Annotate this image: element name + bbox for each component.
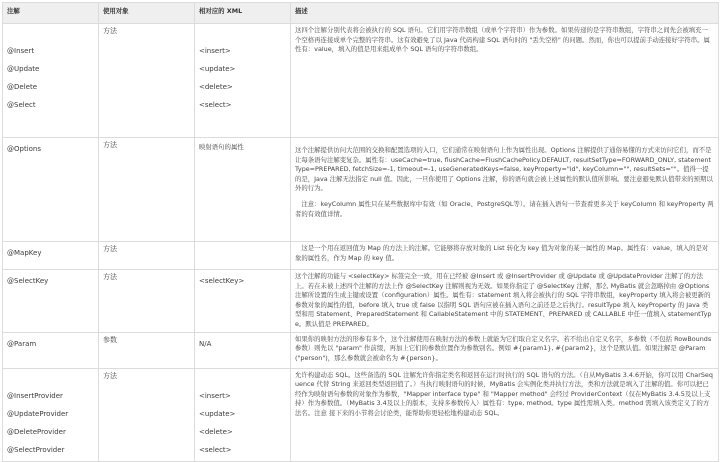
description-cell: [291, 138, 719, 242]
xml-tag: <insert>: [199, 391, 231, 400]
xml-tag: <select>: [199, 445, 232, 454]
annotation-name: @DeleteProvider: [7, 427, 66, 436]
annotation-name: @Param: [7, 339, 37, 348]
header-target: 使用对象: [99, 3, 195, 24]
annotation-name: @Delete: [7, 83, 37, 91]
description-text: 如果你的映射方法的形参有多个，这个注解使用在映射方法的参数上就能为它们取自定义名字。若不给出自定义名字，多参数（不包括 RowBounds 参数）则先以 "param" 作前缀，再加上它们的参数位置作为参数别名。例如 #{param1}, #{param2}，这个是默认值。如果注解是 @Param("person")，那么参数就会被命名为 #{person}。: [295, 334, 712, 362]
annotation-table: [2, 2, 719, 462]
annotation-cell: [3, 270, 99, 333]
target-cell: 参数: [99, 332, 195, 368]
table-row: [3, 138, 719, 242]
table-row: [3, 242, 719, 270]
annotation-name: @MapKey: [7, 249, 42, 257]
description-cell: [291, 24, 719, 138]
description-text: 这是一个用在返回值为 Map 的方法上的注解。它能够将存放对象的 List 转化为 key 值为对象的某一属性的 Map。属性有：value，填入的是对象的属性名，作为 Map 的 key 值。: [295, 244, 709, 262]
xml-tag: <selectKey>: [199, 277, 245, 285]
target-cell: 方法: [99, 368, 195, 461]
annotation-name: @UpdateProvider: [7, 409, 69, 418]
table-row: [3, 24, 719, 138]
annotation-name: @Select: [7, 101, 36, 109]
annotation-name: @Update: [7, 65, 40, 73]
xml-tag: <delete>: [199, 83, 233, 91]
annotation-name: @SelectProvider: [7, 445, 65, 454]
xml-cell: [195, 270, 291, 333]
description-text: 这四个注解分别代表将会被执行的 SQL 语句。它们用字符串数组（或单个字符串）作为参数。如果传递的是字符串数组，字符串之间先会被填充一个空格再连接成单个完整的字符串。这有效避免了以 Java 代码构建 SQL 语句时的 "丢失空格" 的问题。然而，你也可以提前手动连接好字符串。属性有：value，填入的值是用来组成单个 SQL 语句的字符串数组。: [295, 26, 710, 54]
annotation-cell: [3, 368, 99, 461]
xml-tag: 映射语句的属性: [199, 143, 244, 151]
xml-cell: [195, 138, 291, 242]
target-cell: 方法: [99, 24, 195, 138]
target-cell: 方法: [99, 138, 195, 242]
table-row: [3, 368, 719, 461]
description-text: 这个注解的功能与 <selectKey> 标签完全一致，用在已经被 @Insert 或 @InsertProvider 或 @Update 或 @UpdateProvider 注解了的方法上。若在未被上述四个注解的方法上作 @SelectKey 注解则视为无效。如果你指定了 @SelectKey 注解，那么 MyBatis 就会忽略掉由 @Options 注解所设置的生成主键或设置（configuration）属性。属性有：statement 填入将会被执行的 SQL 字符串数组，keyProperty 填入将会被更新的参数对象的属性的值，before 填入 true 或 false 以指明 SQL 语句应被在插入语句之前还是之后执行。resultType 填入 keyProperty 的 Java 类型和用 Statement、PreparedStatement 和 CallableStatement 中的 STATEMENT、PREPARED 或 CALLABLE 中任一值填入 statementType。默认值是 PREPARED。: [295, 272, 712, 328]
annotation-cell: [3, 138, 99, 242]
table-row: [3, 332, 719, 368]
annotation-cell: [3, 242, 99, 270]
target-cell: 方法: [99, 242, 195, 270]
xml-cell: [195, 368, 291, 461]
description-note: 注意：keyColumn 属性只在某些数据库中有效（如 Oracle、PostgreSQL等）。请在插入语句一节查看更多关于 keyColumn 和 keyProperty 两者的有效值详情。: [295, 199, 714, 218]
annotation-name: @Insert: [7, 47, 35, 55]
description-text: 这个注解提供访问大范围的交换和配置选项的入口，它们通常在映射语句上作为属性出现。Options 注解提供了通俗易懂的方式来访问它们，而不是让每条语句注解变复杂。属性有：useCache=true, flushCache=FlushCachePolicy.DEFAULT, resultSetType=FORWARD_ONLY, statementType=PREPARED, fetchSize=-1, timeout=-1, useGeneratedKeys=false, keyProperty="id", keyColumn="", resultSets=""。值得一提的是，Java 注解无法指定 null 值。因此，一旦你使用了 Options 注解，你的语句就会被上述属性的默认值所影响。要注意避免默认值带来的预期以外的行为。: [295, 146, 713, 193]
xml-tag: <delete>: [199, 427, 233, 436]
header-description: 描述: [291, 3, 719, 24]
annotation-name: @Options: [7, 145, 42, 153]
annotation-name: @InsertProvider: [7, 391, 63, 400]
header-row: [3, 3, 719, 24]
xml-tag: <update>: [199, 65, 236, 73]
annotation-cell: [3, 332, 99, 368]
target-cell: 方法: [99, 270, 195, 333]
xml-tag: <insert>: [199, 47, 231, 55]
xml-tag: <update>: [199, 409, 236, 418]
xml-tag: N/A: [199, 339, 212, 348]
description-cell: [291, 332, 719, 368]
table-row: [3, 270, 719, 333]
xml-cell: [195, 242, 291, 270]
description-cell: [291, 270, 719, 333]
description-cell: [291, 368, 719, 461]
header-annotation: 注解: [3, 3, 99, 24]
annotation-name: @SelectKey: [7, 277, 49, 285]
header-xml: 相对应的 XML: [195, 3, 291, 24]
description-cell: [291, 242, 719, 270]
xml-cell: [195, 24, 291, 138]
xml-cell: [195, 332, 291, 368]
description-text: 允许构建动态 SQL。这些备选的 SQL 注解允许你指定类名和返回在运行时执行的 SQL 语句的方法。（自从MyBatis 3.4.6开始，你可以用 CharSequence 代替 String 来返回类型返回值了。）当执行映射语句的时候，MyBatis 会实例化类并执行方法，类和方法就是填入了注解的值。你可以把已经作为映射语句参数的对象作为参数，"Mapper interface type" 和 "Mapper method" 会经过 ProviderContext（仅在MyBatis 3.4.5及以上支持）作为参数值。（MyBatis 3.4及以上的版本，支持多参数传入）属性有：type, method。type 属性需填入类。method 需填入该类定义了的方法名。注意 接下来的小节将会讨论类，能帮助你更轻松地构建动态 SQL。: [295, 370, 713, 417]
annotation-cell: [3, 24, 99, 138]
xml-tag: <select>: [199, 101, 232, 109]
